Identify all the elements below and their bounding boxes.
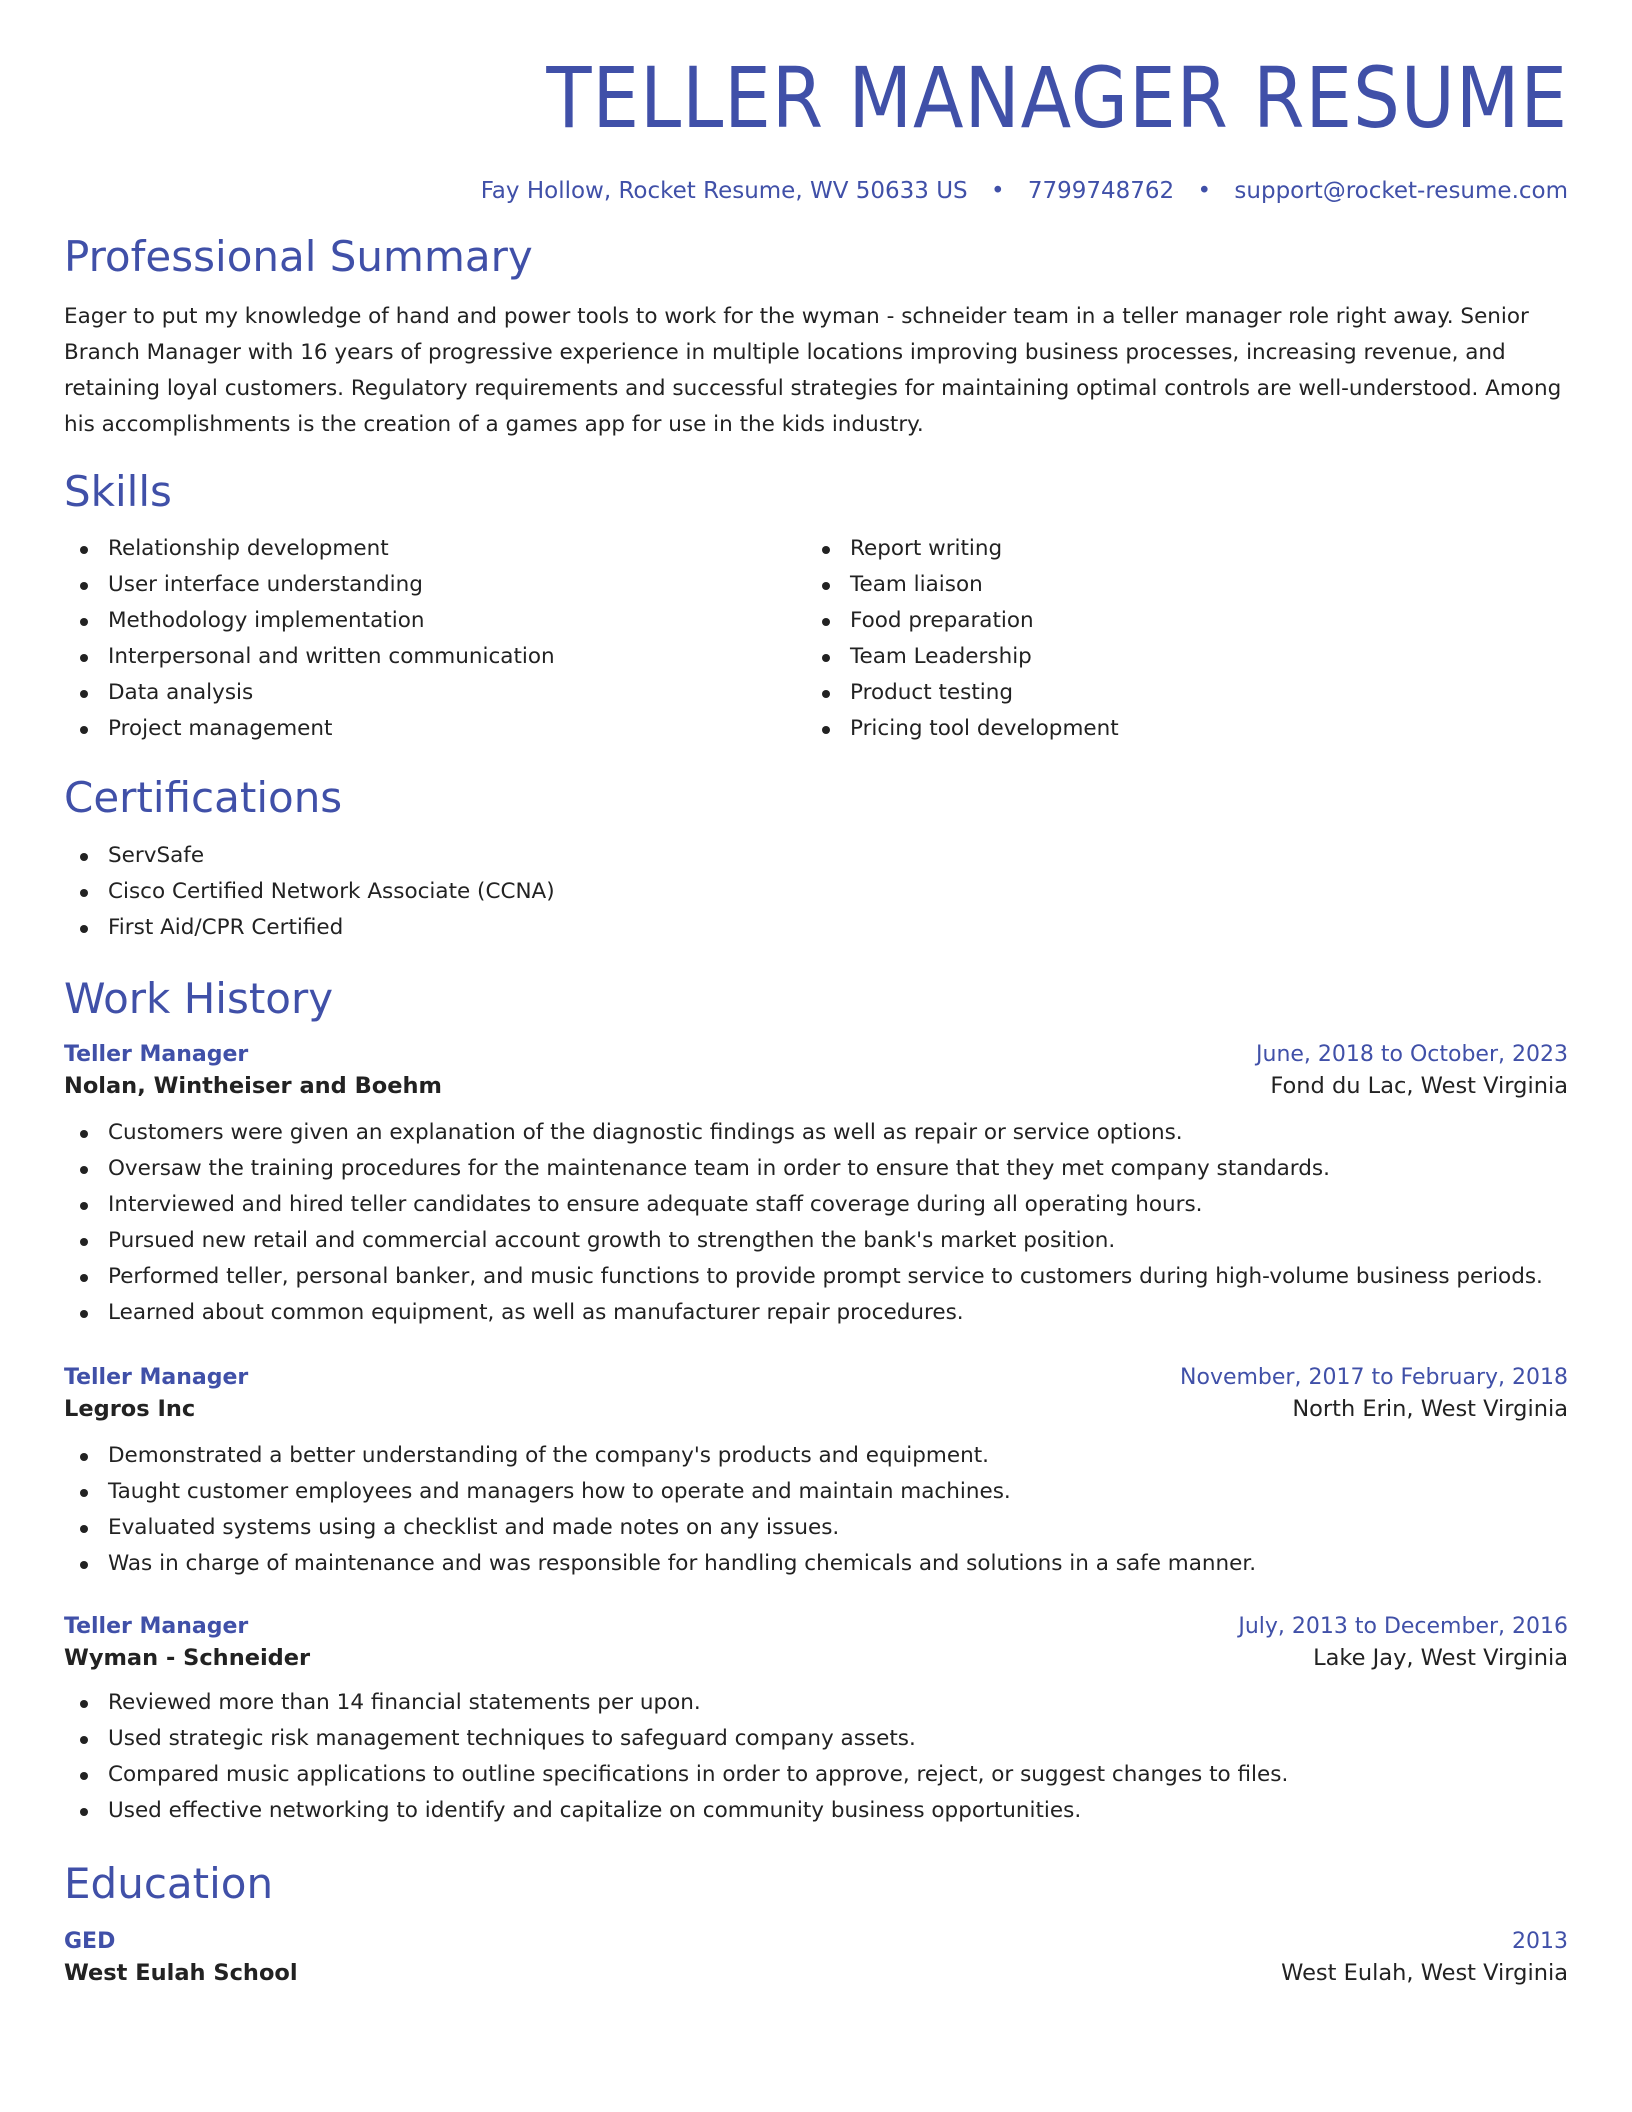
job-title: Teller Manager xyxy=(64,1041,249,1067)
summary-section xyxy=(64,232,1568,442)
skills-column-right xyxy=(806,531,1548,747)
skills-list-left xyxy=(64,531,806,747)
job-bullets xyxy=(64,1115,1568,1331)
job-bullet: Reviewed more than 14 financial statements per upon. xyxy=(64,1685,1568,1721)
job-header-row xyxy=(64,1042,1568,1067)
job-bullet: Oversaw the training procedures for the maintenance team in order to ensure that they met company standards. xyxy=(64,1151,1568,1187)
certification-item: First Aid/CPR Certified xyxy=(64,910,1568,946)
job-company: Nolan, Wintheiser and Boehm xyxy=(64,1072,442,1099)
work-history-section xyxy=(64,974,1568,1829)
job-bullet: Interviewed and hired teller candidates to ensure adequate staff coverage during all operating hours. xyxy=(64,1187,1568,1223)
job-bullet: Used strategic risk management techniques to safeguard company assets. xyxy=(64,1721,1568,1757)
job-title: Teller Manager xyxy=(64,1613,249,1639)
skills-grid xyxy=(64,531,1568,747)
job-bullets xyxy=(64,1685,1568,1829)
job-header-row xyxy=(64,1614,1568,1639)
job-entry xyxy=(64,1614,1568,1829)
skills-heading: Skills xyxy=(64,466,172,516)
certifications-heading: Certifications xyxy=(64,773,343,823)
job-bullet: Compared music applications to outline specifications in order to approve, reject, or suggest changes to files. xyxy=(64,1757,1568,1793)
education-school-row xyxy=(64,1960,1568,1986)
job-dates: November, 2017 to February, 2018 xyxy=(1180,1364,1568,1390)
skill-item: Product testing xyxy=(806,675,1548,711)
contact-separator: • xyxy=(1197,178,1212,205)
skills-list-right xyxy=(806,531,1548,747)
job-bullet: Customers were given an explanation of the diagnostic findings as well as repair or service options. xyxy=(64,1115,1568,1151)
job-location: Lake Jay, West Virginia xyxy=(1313,1644,1568,1671)
job-bullet: Performed teller, personal banker, and music functions to provide prompt service to customers during high-volume business periods. xyxy=(64,1259,1568,1295)
skill-item: Data analysis xyxy=(64,675,806,711)
job-company-row xyxy=(64,1396,1568,1422)
job-location: North Erin, West Virginia xyxy=(1292,1395,1568,1422)
certifications-list xyxy=(64,838,1568,946)
job-entry xyxy=(64,1042,1568,1331)
work-history-heading: Work History xyxy=(64,973,334,1023)
skill-item: Pricing tool development xyxy=(806,711,1548,747)
education-header-row xyxy=(64,1929,1568,1954)
skill-item: Project management xyxy=(64,711,806,747)
resume-title: TELLER MANAGER RESUME xyxy=(546,49,1568,147)
contact-separator: • xyxy=(990,178,1005,205)
job-title: Teller Manager xyxy=(64,1364,249,1390)
contact-phone: 7799748762 xyxy=(1027,178,1175,205)
contact-email[interactable]: support@rocket-resume.com xyxy=(1234,178,1568,205)
summary-heading: Professional Summary xyxy=(64,232,533,282)
skill-item: Report writing xyxy=(806,531,1548,567)
job-company: Wyman - Schneider xyxy=(64,1644,311,1671)
education-degree: GED xyxy=(64,1929,116,1955)
education-school: West Eulah School xyxy=(64,1960,298,1987)
certification-item: Cisco Certified Network Associate (CCNA) xyxy=(64,874,1568,910)
summary-text: Eager to put my knowledge of hand and power tools to work for the wyman - schneider team in a teller manager role right away. Senior Branch Manager with 16 years of progressive experience in multiple locations improving business processes, increasing revenue, and retaining loyal customers. Regulatory requirements and successful strategies for maintaining optimal controls are well-understood. Among his accomplishments is the creation of a games app for use in the kids industry. xyxy=(64,303,1562,437)
certifications-section xyxy=(64,773,1568,945)
job-company-row xyxy=(64,1073,1568,1099)
job-bullet: Was in charge of maintenance and was responsible for handling chemicals and solutions in a safe manner. xyxy=(64,1546,1568,1582)
skills-column-left xyxy=(64,531,806,747)
job-bullet: Demonstrated a better understanding of the company's products and equipment. xyxy=(64,1438,1568,1474)
skill-item: Food preparation xyxy=(806,603,1548,639)
resume-page xyxy=(64,0,1568,1986)
job-entry xyxy=(64,1365,1568,1582)
education-year: 2013 xyxy=(1512,1929,1568,1955)
job-bullet: Learned about common equipment, as well as manufacturer repair procedures. xyxy=(64,1295,1568,1331)
job-header-row xyxy=(64,1365,1568,1390)
education-section xyxy=(64,1859,1568,1986)
job-company: Legros Inc xyxy=(64,1395,196,1422)
certification-item: ServSafe xyxy=(64,838,1568,874)
skill-item: Interpersonal and written communication xyxy=(64,639,806,675)
job-bullet: Taught customer employees and managers how to operate and maintain machines. xyxy=(64,1474,1568,1510)
skill-item: Team liaison xyxy=(806,567,1548,603)
job-company-row xyxy=(64,1645,1568,1671)
job-dates: June, 2018 to October, 2023 xyxy=(1256,1041,1568,1067)
skill-item: User interface understanding xyxy=(64,567,806,603)
job-dates: July, 2013 to December, 2016 xyxy=(1238,1613,1568,1639)
job-bullets xyxy=(64,1438,1568,1582)
skill-item: Team Leadership xyxy=(806,639,1548,675)
education-location: West Eulah, West Virginia xyxy=(1281,1960,1568,1987)
education-heading: Education xyxy=(64,1858,274,1908)
job-location: Fond du Lac, West Virginia xyxy=(1270,1072,1568,1099)
contact-address: Fay Hollow, Rocket Resume, WV 50633 US xyxy=(480,178,968,205)
education-entry xyxy=(64,1929,1568,1986)
skill-item: Relationship development xyxy=(64,531,806,567)
job-bullet: Pursued new retail and commercial account growth to strengthen the bank's market position. xyxy=(64,1223,1568,1259)
skills-section xyxy=(64,467,1568,747)
job-bullet: Used effective networking to identify and capitalize on community business opportunities. xyxy=(64,1793,1568,1829)
skill-item: Methodology implementation xyxy=(64,603,806,639)
contact-line xyxy=(64,178,1568,204)
job-bullet: Evaluated systems using a checklist and made notes on any issues. xyxy=(64,1510,1568,1546)
